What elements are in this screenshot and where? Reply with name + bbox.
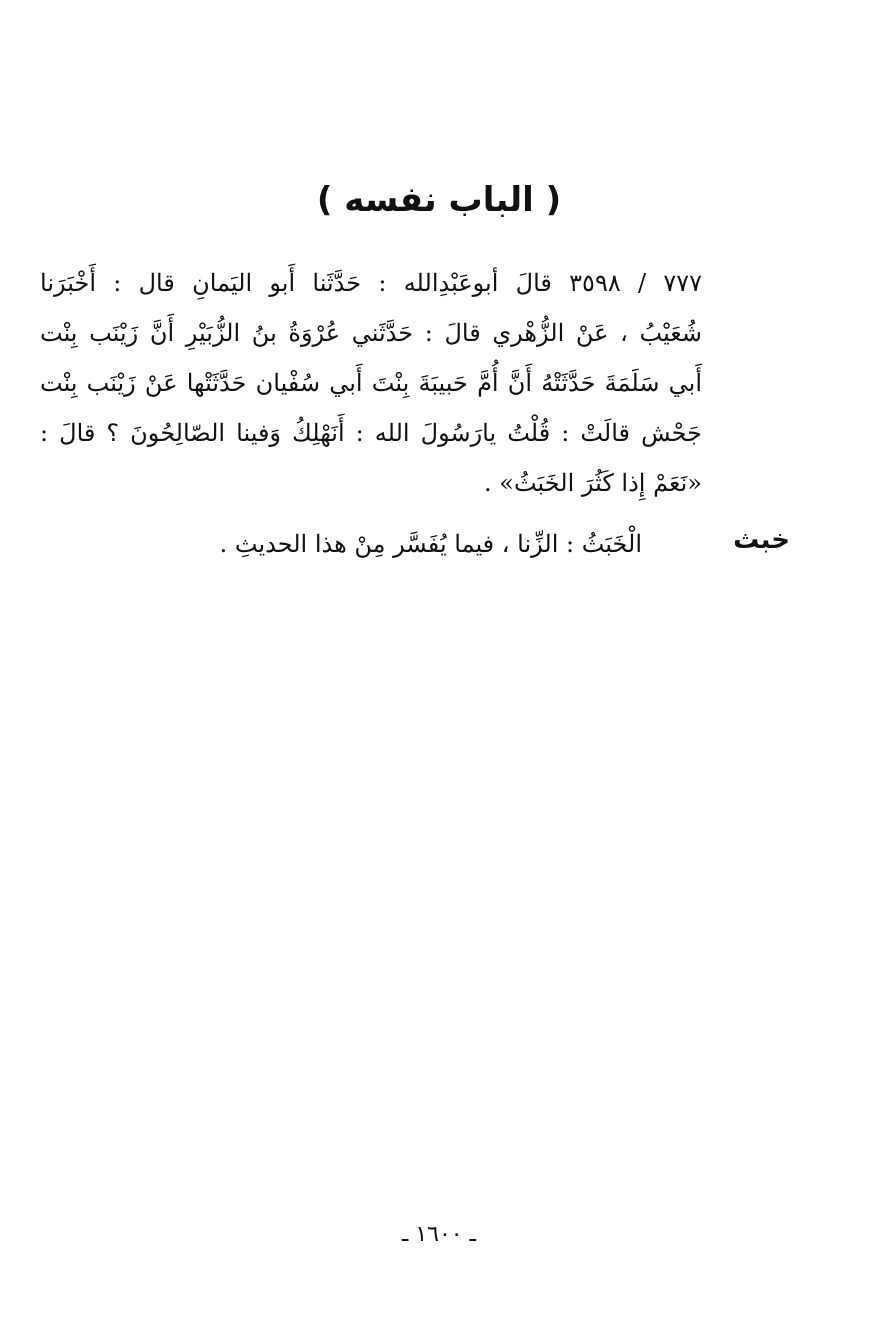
hadith-line: شُعَيْبُ ، عَنْ الزُّهْري قالَ : حَدَّثَني عُرْوَةُ بنُ الزُّبَيْرِ أَنَّ زَيْنَب بِنْت (40, 319, 702, 347)
gloss-keyword: خبث (733, 525, 790, 555)
gloss-definition: الْخَبَثُ : الزِّنا ، فيما يُفَسَّر مِنْ هذا الحديثِ . (219, 530, 642, 558)
hadith-line: أَبي سَلَمَةَ حَدَّثَتْهُ أَنَّ أُمَّ حَبيبَةَ بِنْتَ أَبي سُفْيان حَدَّثَتْها عَنْ زَيْنَب بِنْت (40, 369, 702, 397)
hadith-line: «نَعَمْ إِذا كَثُرَ الخَبَثُ» . (484, 469, 702, 497)
page-number: ـ ١٦٠٠ ـ (401, 1222, 477, 1247)
hadith-line: جَحْش قالَتْ : قُلْتُ يارَسُولَ الله : أَنَهْلِكُ وَفينا الصّالِحُونَ ؟ قالَ : (40, 419, 702, 447)
gloss-note (40, 520, 790, 570)
hadith-text (40, 258, 702, 508)
chapter-heading: ( الباب نفسه ) (316, 180, 562, 220)
hadith-line: ٧٧٧ / ٣٥٩٨ قالَ أبوعَبْدِالله : حَدَّثَنا أَبو اليَمانِ قال : أَخْبَرَنا (40, 269, 703, 297)
